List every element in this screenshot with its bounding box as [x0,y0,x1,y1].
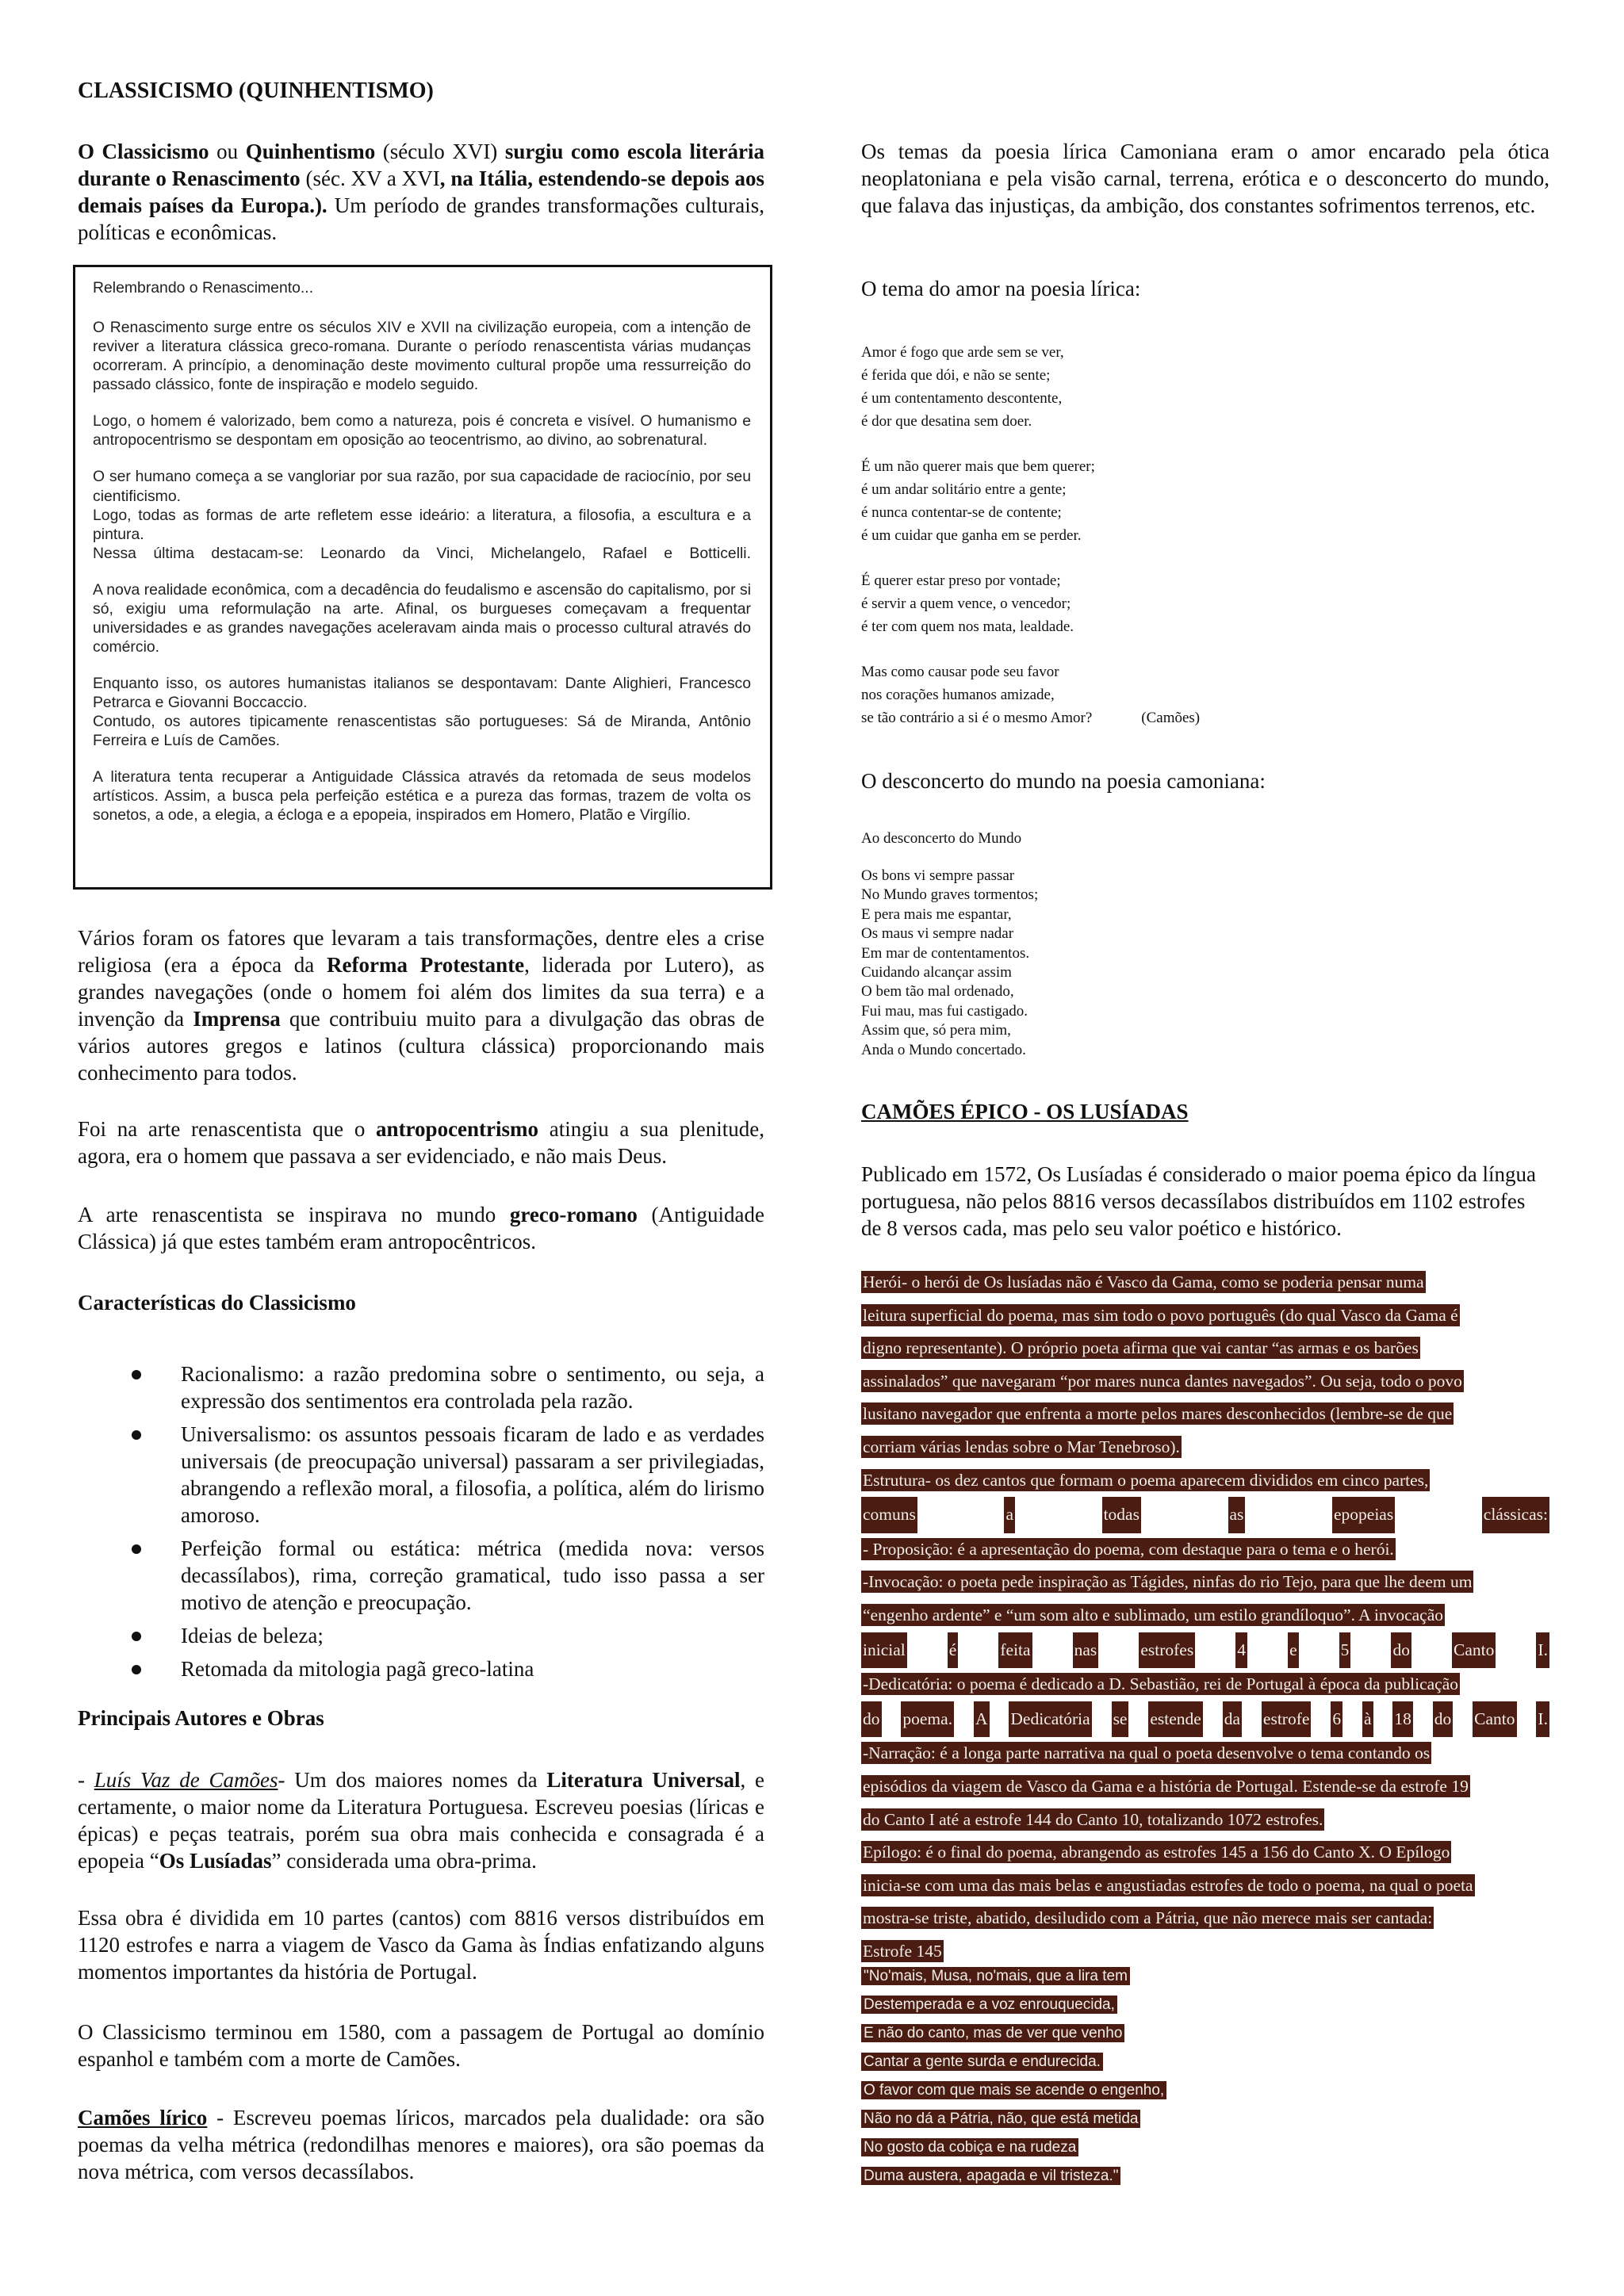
caracteristicas-list-wrap [78,1360,764,1689]
intro-text-2: (século XVI) [375,140,505,163]
note-paragraph: Contudo, os autores tipicamente renascentistas são portugueses: Sá de Miranda, Antônio Ferreira e Luís de Camões. [93,713,751,750]
amor-poem [861,341,1369,752]
highlight-text: Estrutura- os dez cantos que formam o poema aparecem divididos em cinco partes, [863,1470,1429,1490]
intro-bold-4: , na Itália, estendendo-se depois aos demais países da Europa.). [78,166,765,218]
list-item-text: Retomada da mitologia pagã greco-latina [181,1657,534,1682]
highlight-line-justified [861,1497,1549,1533]
highlight-text: digno representante). O próprio poeta afirma que vai cantar “as armas e os barões [863,1338,1419,1358]
highlight-line [861,1668,1549,1701]
fatores-bold-2: Imprensa [193,1007,281,1031]
bullet-icon [132,1665,141,1674]
note-paragraph: Nessa última destacam-se: Leonardo da Vinci, Michelangelo, Rafael e Botticelli. [93,544,751,562]
camoes-text-2: - Um dos maiores nomes da [278,1768,547,1792]
list-item [78,1622,764,1649]
highlight-text: -Narração: é a longa parte narrativa na qual o poeta desenvolve o tema contando os [863,1743,1431,1763]
highlight-text: - Proposição: é a apresentação do poema, com destaque para o tema e o herói. [863,1539,1394,1559]
poem-line: é dor que desatina sem doer. [861,413,1032,430]
highlight-line [861,1902,1549,1935]
lusiadas-highlight-block [861,1266,1549,1968]
poem-line: Assim que, só pera mim, [861,1022,1011,1039]
highlight-word: da [1223,1701,1242,1738]
poem-line [861,2105,1166,2133]
poem-line: Os maus vi sempre nadar [861,925,1014,943]
highlight-line [861,1599,1549,1632]
highlight-line [861,1566,1549,1599]
highlight-text: Epílogo: é o final do poema, abrangendo as estrofes 145 a 156 do Canto X. O Epílogo [863,1843,1450,1862]
highlight-word: Dedicatória [1009,1701,1091,1738]
greco-text-1: A arte renascentista se inspirava no mundo [78,1203,510,1226]
highlight-text: lusitano navegador que enfrenta a morte pelos mares desconhecidos (lembre-se de que [863,1404,1453,1424]
amor-heading: O tema do amor na poesia lírica: [861,277,1141,300]
highlight-word: estrofe [1262,1701,1312,1738]
highlight-word: é [948,1632,959,1669]
poem-line: nos corações humanos amizade, [861,687,1055,703]
list-item [78,1535,764,1616]
highlight-text: corriam várias lendas sobre o Mar Tenebroso). [863,1437,1180,1456]
caracteristicas-heading: Características do Classicismo [78,1291,356,1314]
poem-line: é nunca contentar-se de contente; [861,504,1062,521]
greco-romano-paragraph [78,1201,764,1255]
list-item [78,1360,764,1414]
highlight-word: feita [998,1632,1032,1669]
highlight-text: “engenho ardente” e “um som alto e sublimado, um estilo grandíloquo”. A invocação [863,1605,1443,1624]
highlight-line [861,1266,1549,1299]
camoes-bold-1: Literatura Universal [546,1768,741,1792]
intro-bold-3: surgiu como escola literária durante o Renascimento [78,140,764,191]
note-paragraph: Logo, o homem é valorizado, bem como a natureza, pois é concreta e visível. O humanismo e antropocentrismo se despontam em oposição ao teocentrismo, ao divino, ao sobrenatural. [93,412,751,450]
temas-paragraph: Os temas da poesia lírica Camoniana eram o amor encarado pela ótica neoplatoniana e pela visão carnal, terrena, erótica e o desconcerto do mundo, que falava das injustiças, da ambição, dos constantes sofrimentos terrenos, etc. [861,140,1549,218]
poem-line [861,1962,1166,1991]
poem-line-text: "No'mais, Musa, no'mais, que a lira tem [861,1967,1130,1985]
highlight-word: epopeias [1332,1497,1395,1533]
highlight-line [861,1804,1549,1837]
poem-line [861,2076,1166,2105]
highlight-word: todas [1102,1497,1141,1533]
highlight-word: Canto [1473,1701,1516,1738]
poem-line: é ter com quem nos mata, lealdade. [861,618,1074,635]
antropo-text-1: Foi na arte renascentista que o [78,1117,377,1141]
desconcerto-poem-title: Ao desconcerto do Mundo [861,830,1022,847]
camoes-text-1: - [78,1768,94,1792]
antropo-text-2: atingiu a sua plenitude, agora, era o homem que passava a ser evidenciado, e não mais Deus. [78,1117,764,1169]
highlight-line [861,1737,1549,1770]
note-paragraph: O Renascimento surge entre os séculos XIV e XVII na civilização europeia, com a intenção de reviver a literatura clássica greco-romana. Durante o período renascentista várias mudanças ocorreram. A princípio, a denominação deste movimento cultural propõe uma ressurreição do passado clássico, fonte de inspiração e modelo seguido. [93,319,751,394]
intro-bold-2: Quinhentismo [245,140,376,163]
poem-line: E pera mais me espantar, [861,905,1012,923]
camoes-text-4: ” considerada uma obra-prima. [271,1849,537,1873]
highlight-line [861,1464,1549,1498]
poem-line [861,2162,1166,2191]
highlight-word: estende [1148,1701,1202,1738]
highlight-text: mostra-se triste, abatido, desiludido com a Pátria, que não merece mais ser cantada: [863,1908,1433,1928]
epico-heading: CAMÕES ÉPICO - OS LUSÍADAS [861,1100,1189,1123]
highlight-word: estrofes [1139,1632,1195,1669]
highlight-word: 4 [1235,1632,1247,1669]
highlight-text: episódios da viagem de Vasco da Gama e a história de Portugal. Estende-se da estrofe 19 [863,1776,1469,1796]
poem-line [861,2048,1166,2076]
highlight-text: assinalados” que navegaram “por mares nunca dantes navegados”. Ou seja, todo o povo [863,1371,1462,1391]
greco-text-2: (Antiguidade Clássica) já que estes também eram antropocêntricos. [78,1203,764,1254]
highlight-word: Canto [1452,1632,1496,1669]
highlight-line [861,1836,1549,1869]
highlight-word: as [1228,1497,1246,1533]
highlight-text: Herói- o herói de Os lusíadas não é Vasco da Gama, como se poderia pensar numa [863,1272,1424,1292]
intro-text-3: (séc. XV a XVI [300,166,440,191]
highlight-line [861,1299,1549,1333]
note-title: Relembrando o Renascimento... [93,279,314,297]
highlight-word: se [1112,1701,1129,1738]
poem-line-text: No gosto da cobiça e na rudeza [861,2138,1078,2156]
poem-line: O bem tão mal ordenado, [861,983,1014,1001]
estrofe-145-poem [861,1962,1166,2191]
poem-line: É querer estar preso por vontade; [861,572,1061,589]
camoes-name-link: Luís Vaz de Camões [94,1768,278,1792]
highlight-line [861,1770,1549,1804]
highlight-text: leitura superficial do poema, mas sim todo o povo português (do qual Vasco da Gama é [863,1305,1458,1325]
fatores-paragraph [78,924,764,1086]
highlight-word: e [1288,1632,1299,1669]
camoes-lirico-heading: Camões lírico [78,2106,208,2130]
highlight-line-justified [861,1701,1549,1738]
camoes-lirico-text: - Escreveu poemas líricos, marcados pela dualidade: ora são poemas da velha métrica (redondilhas menores e maiores), ora são poemas da nova métrica, com versos decassílabos. [78,2106,764,2184]
highlight-text: -Dedicatória: o poema é dedicado a D. Sebastião, rei de Portugal à época da publicação [863,1674,1458,1694]
poem-line: Cuidando alcançar assim [861,964,1012,982]
highlight-word: 18 [1392,1701,1413,1738]
list-item-text: Racionalismo: a razão predomina sobre o sentimento, ou seja, a expressão dos sentimentos era controlada pela razão. [181,1362,764,1414]
highlight-word: I. [1536,1632,1549,1669]
poem-stanza [861,455,1369,547]
highlight-word: a [1004,1497,1015,1533]
highlight-line [861,1332,1549,1365]
poem-line: Os bons vi sempre passar [861,867,1015,884]
note-paragraph: A literatura tenta recuperar a Antiguidade Clássica através da retomada de seus modelos artísticos. Assim, a busca pela perfeição estética e a pureza das formas, trazem de volta os sonetos, a ode, a elegia, a écloga e a epopeia, inspirados em Homero, Platão e Virgílio. [93,768,751,825]
poem-line-text: E não do canto, mas de ver que venho [861,2024,1124,2042]
poem-stanza [861,660,1369,729]
camoes-text-3: , e certamente, o maior nome da Literatura Portuguesa. Escreveu poesias (líricas e épicas) e peças teatrais, porém sua obra mais conhecida e consagrada é a epopeia “ [78,1768,765,1873]
poem-line: é um contentamento descontente, [861,390,1063,407]
poem-line [861,1991,1166,2019]
highlight-word: nas [1073,1632,1099,1669]
camoes-bold-2: Os Lusíadas [159,1849,272,1873]
note-paragraph: Logo, todas as formas de arte refletem esse ideário: a literatura, a filosofia, a escultura e a pintura. [93,506,751,543]
obra-paragraph: Essa obra é dividida em 10 partes (cantos) com 8816 versos distribuídos em 1120 estrofes e narra a viagem de Vasco da Gama às Índias enfatizando alguns momentos importantes da história de Portugal. [78,1906,764,1984]
fatores-text-2: , liderada por Lutero), as grandes navegações (onde o homem foi além dos limites da sua terra) e a invenção da [78,953,765,1031]
poem-line-text: Não no dá a Pátria, não, que está metida [861,2110,1140,2128]
highlight-text: do Canto I até a estrofe 144 do Canto 10, totalizando 1072 estrofes. [863,1809,1323,1829]
antropo-bold: antropocentrismo [376,1117,539,1141]
camoes-lirico-paragraph [78,2104,764,2185]
intro-paragraph [78,138,764,246]
highlight-word: do [1391,1632,1411,1669]
fatores-bold-1: Reforma Protestante [327,953,525,978]
highlight-word: 6 [1331,1701,1342,1738]
poem-credit: (Camões) [1141,710,1201,726]
highlight-line [861,1869,1549,1903]
poem-line: Em mar de contentamentos. [861,944,1030,962]
poem-line-text: O favor com que mais se acende o engenho, [861,2081,1166,2099]
list-item-text: Perfeição formal ou estática: métrica (medida nova: versos decassílabos), rima, correção gramatical, tudo isso passa a ser motivo de atenção e preocupação. [181,1536,764,1615]
highlight-word: clássicas: [1482,1497,1549,1533]
publicado-paragraph: Publicado em 1572, Os Lusíadas é considerado o maior poema épico da língua portuguesa, não pelos 8816 versos decassílabos distribuídos em 1102 estrofes de 8 versos cada, mas pelo seu valor poético e histórico. [861,1162,1537,1241]
poem-line: Anda o Mundo concertado. [861,1041,1026,1058]
poem-line: Mas como causar pode seu favor [861,664,1059,680]
highlight-line [861,1533,1549,1567]
poem-line [861,2133,1166,2162]
highlight-word: 5 [1339,1632,1351,1669]
poem-line: é um andar solitário entre a gente; [861,481,1067,498]
highlight-word: do [861,1701,882,1738]
poem-line-text: Duma austera, apagada e vil tristeza." [861,2167,1120,2185]
poem-line-text: Destemperada e a voz enrouquecida, [861,1996,1117,2014]
poem-line: No Mundo graves tormentos; [861,886,1039,904]
poem-line [861,2019,1166,2048]
note-paragraph: A nova realidade econômica, com a decadência do feudalismo e ascensão do capitalismo, por si só, exigiu uma reformulação na arte. Afinal, os burgueses começavam a frequentar universidades e as grandes navegações aceleravam ainda mais o processo cultural através do comércio. [93,580,751,656]
note-paragraph: O ser humano começa a se vangloriar por sua razão, por sua capacidade de raciocínio, por seu cientificismo. [93,468,751,505]
highlight-word: poema. [901,1701,954,1738]
highlight-line [861,1365,1549,1399]
highlight-text: -Invocação: o poeta pede inspiração as Tágides, ninfas do rio Tejo, para que lhe deem um [863,1572,1473,1592]
note-paragraph: Enquanto isso, os autores humanistas italianos se despontavam: Dante Alighieri, Francesco Petrarca e Giovanni Boccaccio. [93,675,751,712]
greco-bold: greco-romano [509,1203,638,1226]
highlight-word: inicial [861,1632,907,1669]
poem-line-text: se tão contrário a si é o mesmo Amor? [861,710,1093,726]
poem-stanza [861,341,1369,433]
highlight-word: do [1433,1701,1454,1738]
highlight-line [861,1431,1549,1464]
poem-line: é um cuidar que ganha em se perder. [861,527,1082,544]
intro-text-4: Um período de grandes transformações culturais, políticas e econômicas. [78,193,765,245]
highlight-text: Estrofe 145 [863,1941,942,1961]
list-item [78,1655,764,1682]
renascimento-note-box [73,265,772,890]
poem-line-text: Cantar a gente surda e endurecida. [861,2053,1103,2071]
highlight-word: A [974,1701,990,1738]
highlight-word: comuns [861,1497,917,1533]
intro-text-1: ou [209,140,246,163]
highlight-word: à [1362,1701,1373,1738]
desconcerto-poem [861,867,1038,1060]
fim-paragraph: O Classicismo terminou em 1580, com a passagem de Portugal ao domínio espanhol e também com a morte de Camões. [78,2020,764,2072]
poem-line [861,706,1369,729]
poem-line: é servir a quem vence, o vencedor; [861,595,1071,612]
poem-stanza [861,569,1369,638]
antropocentrismo-paragraph [78,1115,764,1169]
list-item-text: Universalismo: os assuntos pessoais ficaram de lado e as verdades universais (de preocupação universal) passaram a ser privilegiadas, abrangendo a reflexão moral, a filosofia, a política, além do lirismo amoroso. [181,1422,764,1528]
highlight-text: inicia-se com uma das mais belas e angustiadas estrofes de todo o poema, na qual o poeta [863,1875,1473,1895]
fatores-text-3: que contribuiu muito para a divulgação das obras de vários autores gregos e latinos (cultura clássica) proporcionando mais conhecimento para todos. [78,1007,764,1085]
desconcerto-heading: O desconcerto do mundo na poesia camoniana: [861,769,1266,793]
highlight-line-justified [861,1632,1549,1669]
intro-bold-1: O Classicismo [78,140,209,163]
bullet-icon [132,1430,141,1440]
poem-line: É um não querer mais que bem querer; [861,458,1095,475]
poem-line: é ferida que dói, e não se sente; [861,367,1051,384]
bullet-icon [132,1632,141,1641]
bullet-icon [132,1544,141,1554]
autores-heading: Principais Autores e Obras [78,1706,324,1730]
list-item-text: Ideias de beleza; [181,1624,324,1648]
highlight-word: I. [1536,1701,1549,1738]
list-item [78,1421,764,1529]
poem-line: Amor é fogo que arde sem se ver, [861,344,1064,361]
poem-line: Fui mau, mas fui castigado. [861,1002,1028,1020]
page-title: CLASSICISMO (QUINHENTISMO) [78,78,434,103]
highlight-line [861,1398,1549,1431]
caracteristicas-list [78,1360,764,1682]
camoes-paragraph [78,1766,764,1874]
fatores-text-1: Vários foram os fatores que levaram a tais transformações, dentre eles a crise religiosa (era a época da [78,926,764,978]
bullet-icon [132,1370,141,1380]
